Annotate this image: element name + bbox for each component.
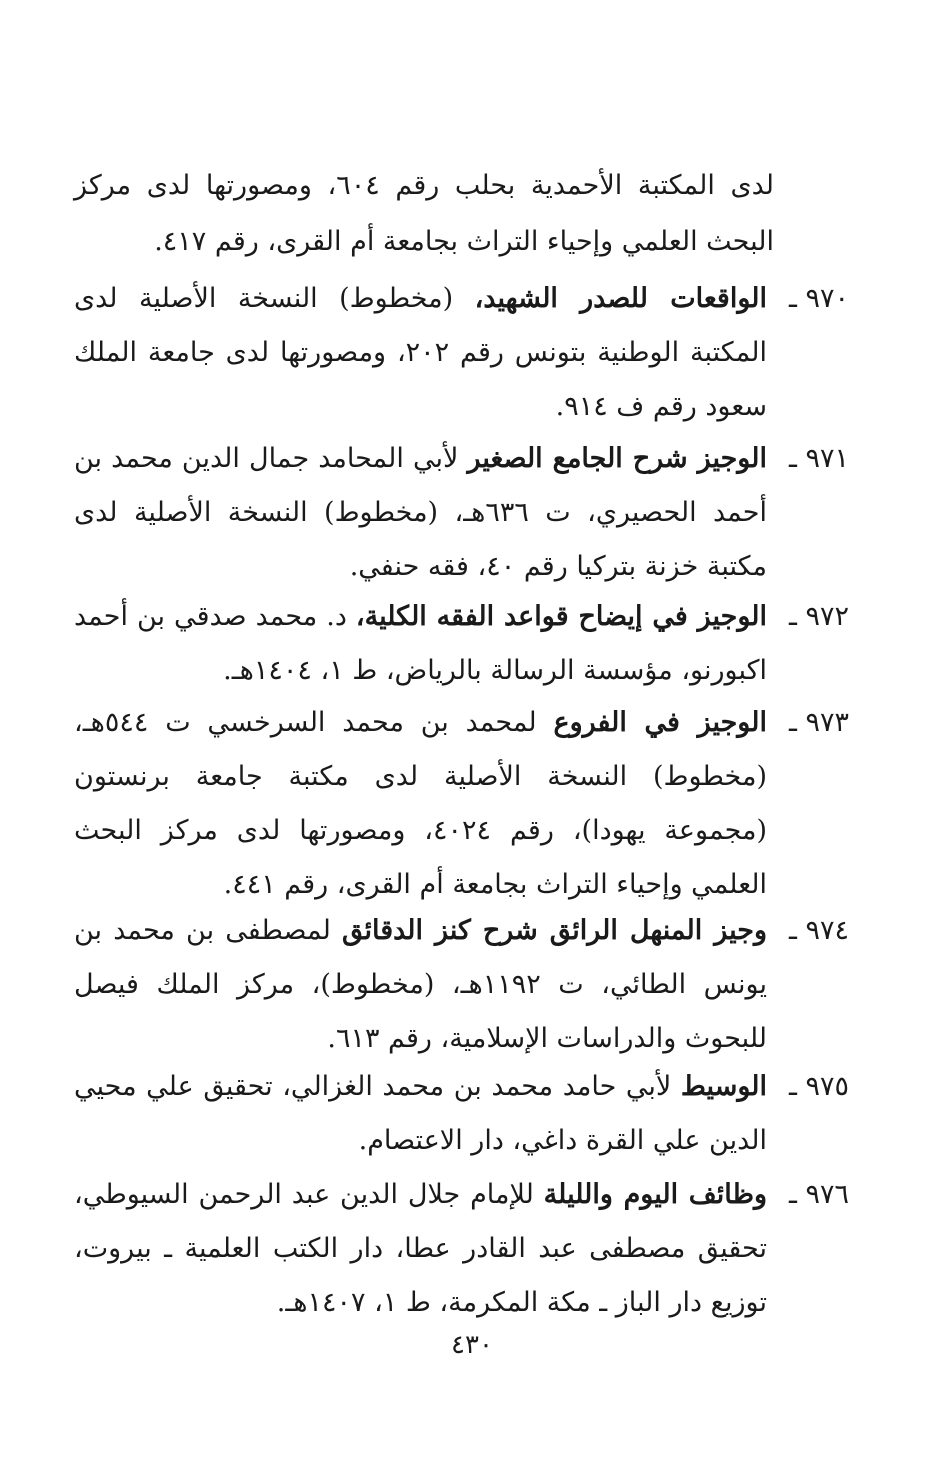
entry-body <box>74 590 767 698</box>
continuation-paragraph: لدى المكتبة الأحمدية بحلب رقم ٦٠٤، ومصورتها لدى مركز البحث العلمي وإحياء التراث بجامعة أم القرى، رقم ٤١٧. <box>74 170 774 257</box>
entry-text: (مخطوط) النسخة الأصلية لدى المكتبة الوطنية بتونس رقم ٢٠٢، ومصورتها لدى جامعة الملك سعود رقم ف ٩١٤. <box>74 283 767 422</box>
entry-number: ٩٧١ ـ <box>788 443 849 474</box>
entry-number: ٩٧٣ ـ <box>788 707 849 738</box>
page-number: ٤٣٠ <box>451 1330 493 1360</box>
entry-text: لمحمد بن محمد السرخسي ت ٥٤٤هـ، (مخطوط) النسخة الأصلية لدى مكتبة جامعة برنستون (مجموعة يهودا)، رقم ٤٠٢٤، ومصورتها لدى مركز البحث العلمي وإحياء التراث بجامعة أم القرى، رقم ٤٤١. <box>74 707 768 900</box>
entry-title: وظائف اليوم والليلة <box>543 1179 768 1210</box>
entry-number: ٩٧٤ ـ <box>788 915 849 946</box>
entry-text: لأبي المحامد جمال الدين محمد بن أحمد الحصيري، ت ٦٣٦هـ، (مخطوط) النسخة الأصلية لدى مكتبة خزنة بتركيا رقم ٤٠، فقه حنفي. <box>74 443 767 582</box>
entry-body <box>74 1060 767 1168</box>
entry-body <box>74 696 767 912</box>
bibliography-entry-973 <box>74 696 849 912</box>
entry-title: وجيز المنهل الرائق شرح كنز الدقائق <box>341 915 767 946</box>
entry-body <box>74 272 767 434</box>
entry-title: الوجيز في الفروع <box>553 707 767 738</box>
entry-text: لمصطفى بن محمد بن يونس الطائي، ت ١١٩٢هـ، (مخطوط)، مركز الملك فيصل للبحوث والدراسات الإسلامية، رقم ٦١٣. <box>74 915 767 1054</box>
bibliography-entry-974 <box>74 904 849 1066</box>
bibliography-entry-976 <box>74 1168 849 1330</box>
entry-number: ٩٧٥ ـ <box>788 1071 849 1102</box>
entry-number: ٩٧٠ ـ <box>788 283 849 314</box>
entry-number: ٩٧٢ ـ <box>788 601 849 632</box>
entry-title: الوسيط <box>680 1071 767 1102</box>
entry-title: الواقعات للصدر الشهيد، <box>474 283 767 314</box>
bibliography-entry-975 <box>74 1060 849 1168</box>
entry-title: الوجيز شرح الجامع الصغير <box>467 443 767 474</box>
bibliography-entry-970 <box>74 272 849 434</box>
entry-body <box>74 904 767 1066</box>
bibliography-entry-971 <box>74 432 849 594</box>
entry-text: للإمام جلال الدين عبد الرحمن السيوطي، تحقيق مصطفى عبد القادر عطا، دار الكتب العلمية ـ بيروت، توزيع دار الباز ـ مكة المكرمة، ط ١، ١٤٠٧هـ. <box>74 1179 767 1318</box>
entry-text: د. محمد صدقي بن أحمد اكبورنو، مؤسسة الرسالة بالرياض، ط ١، ١٤٠٤هـ. <box>74 601 767 686</box>
entry-body <box>74 1168 767 1330</box>
entry-text: لأبي حامد محمد بن محمد الغزالي، تحقيق علي محيي الدين علي القرة داغي، دار الاعتصام. <box>74 1071 767 1156</box>
entry-title: الوجيز في إيضاح قواعد الفقه الكلية، <box>355 601 768 632</box>
entry-body <box>74 432 767 594</box>
bibliography-entry-972 <box>74 590 849 698</box>
entry-number: ٩٧٦ ـ <box>788 1179 849 1210</box>
